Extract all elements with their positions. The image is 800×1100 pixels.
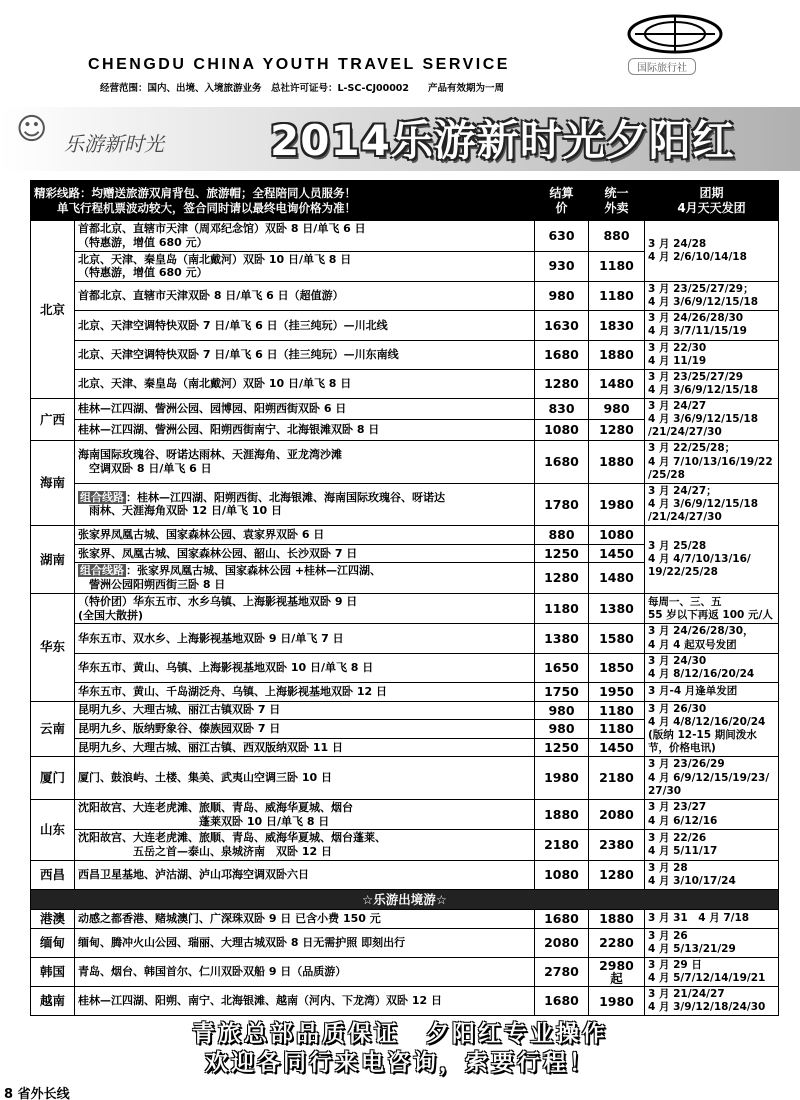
route-text: 北京、天津、秦皇岛（南北戴河）双卧 10 日/单飞 8 日	[78, 377, 352, 390]
departure-dates: 3 月 24/27； 4 月 3/6/9/12/15/18 /21/24/27/30	[645, 483, 779, 525]
table-row	[31, 757, 779, 799]
departure-dates: 3 月 31 4 月 7/18	[645, 910, 779, 929]
table-row	[31, 860, 779, 889]
settle-price: 1380	[535, 624, 589, 653]
retail-price: 1880	[589, 441, 645, 483]
settle-price: 1280	[535, 369, 589, 398]
table-row	[31, 957, 779, 986]
settle-price: 980	[535, 720, 589, 739]
route-text: 沈阳故宫、大连老虎滩、旅顺、青岛、威海华夏城、烟台蓬莱、 五岳之首—泰山、泉城济南 双卧 12 日	[78, 831, 386, 858]
settle-price: 1880	[535, 799, 589, 830]
mascot-icon: ☺	[16, 112, 48, 147]
region-cell: 厦门	[31, 757, 75, 799]
route-text: 昆明九乡、大理古城、丽江古镇、西双版纳双卧 11 日	[78, 740, 343, 754]
settle-price: 1280	[535, 563, 589, 594]
settle-price: 880	[535, 526, 589, 545]
settle-price: 1780	[535, 483, 589, 525]
route-text: 张家界凤凰古城、国家森林公园、袁家界双卧 6 日	[78, 528, 325, 542]
settle-price: 1680	[535, 987, 589, 1016]
route-desc	[75, 720, 535, 739]
region-cell: 山东	[31, 799, 75, 860]
header-retail: 统一 外卖	[589, 181, 645, 221]
retail-price: 1850	[589, 653, 645, 682]
logo-caption: 国际旅行社	[628, 58, 696, 75]
table-row	[31, 369, 779, 398]
settle-price: 630	[535, 221, 589, 252]
settle-price: 1980	[535, 757, 589, 799]
route-desc: 缅甸、腾冲火山公园、瑞丽、大理古城双卧 8 日无需护照 即刻出行	[75, 928, 535, 957]
route-text: 华东五市、黄山、千岛湖泛舟、乌镇、上海影视基地双卧 12 日	[78, 684, 387, 698]
region-cell: 西昌	[31, 860, 75, 889]
footer-slogan: 青旅总部品质保证 夕阳红专业操作	[192, 1021, 608, 1047]
settle-price: 1680	[535, 910, 589, 929]
route-text: （特价团）华东五市、水乡乌镇、上海影视基地双卧 9 日 (全国大散拼)	[78, 594, 358, 622]
section-title: ☆乐游出境游☆	[31, 890, 779, 910]
table-row	[31, 701, 779, 720]
table-row	[31, 526, 779, 545]
region-cell: 湖南	[31, 526, 75, 594]
route-text: 北京、天津空调特快双卧 7 日/单飞 6 日（挂三纯玩）—川东南线	[78, 347, 399, 361]
table-row	[31, 340, 779, 369]
route-desc	[75, 830, 535, 861]
route-text: 北京、天津、秦皇岛（南北戴河）双卧 10 日/单飞 8 日 （特惠游，增值 680 元）	[78, 252, 352, 280]
route-text: 厦门、鼓浪屿、土楼、集美、武夷山空调三卧 10 日	[78, 771, 332, 785]
region-cell: 缅甸	[31, 928, 75, 957]
settle-price: 980	[535, 701, 589, 720]
route-text: 华东五市、黄山、乌镇、上海影视基地双卧 10 日/单飞 8 日	[78, 660, 374, 674]
route-desc	[75, 282, 535, 311]
route-text: 张家界、凤凰古城、国家森林公园、韶山、长沙双卧 7 日	[78, 546, 358, 560]
table-row	[31, 593, 779, 624]
retail-price: 2280	[589, 928, 645, 957]
route-desc	[75, 860, 535, 889]
route-text: 沈阳故宫、大连老虎滩、旅顺、青岛、威海华夏城、烟台 蓬莱双卧 10 日/单飞 8 日	[78, 800, 353, 828]
departure-dates: 3 月 28 4 月 3/10/17/24	[645, 860, 779, 889]
retail-price: 1480	[589, 369, 645, 398]
route-desc	[75, 420, 535, 441]
retail-price: 1180	[589, 720, 645, 739]
settle-price: 1750	[535, 682, 589, 701]
table-row	[31, 682, 779, 701]
retail-price: 1480	[589, 563, 645, 594]
route-desc	[75, 624, 535, 653]
departure-dates: 3 月 23/25/27/29； 4 月 3/6/9/12/15/18	[645, 282, 779, 311]
retail-price: 1880	[589, 910, 645, 929]
route-desc	[75, 701, 535, 720]
departure-dates: 3 月-4 月逢单发团	[645, 682, 779, 701]
settle-price: 2080	[535, 928, 589, 957]
settle-price: 1650	[535, 653, 589, 682]
retail-price: 1980	[589, 987, 645, 1016]
company-name: CHENGDU CHINA YOUTH TRAVEL SERVICE	[88, 56, 510, 73]
departure-dates: 3 月 24/26/28/30， 4 月 4 起双号发团	[645, 624, 779, 653]
route-desc	[75, 563, 535, 594]
route-desc: 青岛、烟台、韩国首尔、仁川双卧双船 9 日（品质游）	[75, 957, 535, 986]
region-cell: 广西	[31, 399, 75, 441]
route-text: 桂林—江四湖、訾洲公园、阳朔西街南宁、北海银滩双卧 8 日	[78, 423, 380, 437]
settle-price: 1630	[535, 311, 589, 340]
table-row	[31, 441, 779, 483]
retail-price: 1280	[589, 860, 645, 889]
region-cell: 韩国	[31, 957, 75, 986]
departure-dates: 3 月 22/25/28； 4 月 7/10/13/16/19/22 /25/28	[645, 441, 779, 483]
route-text: 海南国际玫瑰谷、呀诺达雨林、天涯海角、亚龙湾沙滩 空调双卧 8 日/单飞 6 日	[78, 448, 342, 476]
retail-price: 1450	[589, 738, 645, 757]
region-cell: 海南	[31, 441, 75, 526]
route-desc	[75, 221, 535, 252]
retail-price: 880	[589, 221, 645, 252]
table-row	[31, 221, 779, 252]
settle-price: 2180	[535, 830, 589, 861]
retail-price: 1080	[589, 526, 645, 545]
table-row	[31, 910, 779, 929]
route-desc	[75, 526, 535, 545]
settle-price: 2780	[535, 957, 589, 986]
departure-dates: 3 月 25/28 4 月 4/7/10/13/16/ 19/22/25/28	[645, 526, 779, 594]
route-desc	[75, 738, 535, 757]
retail-price: 1880	[589, 340, 645, 369]
route-desc	[75, 251, 535, 282]
settle-price: 1080	[535, 420, 589, 441]
departure-dates: 3 月 23/26/29 4 月 6/9/12/15/19/23/ 27/30	[645, 757, 779, 799]
retail-price: 2080	[589, 799, 645, 830]
route-desc	[75, 441, 535, 483]
table-body	[31, 221, 779, 1016]
region-cell: 越南	[31, 987, 75, 1016]
settle-price: 980	[535, 282, 589, 311]
departure-dates: 3 月 21/24/27 4 月 3/9/12/18/24/30	[645, 987, 779, 1016]
settle-price: 1250	[535, 738, 589, 757]
route-text: 昆明九乡、大理古城、丽江古镇双卧 7 日	[78, 703, 281, 717]
banner-brand: 乐游新时光	[64, 132, 164, 156]
settle-price: 1180	[535, 593, 589, 624]
license-line: 经营范围：国内、出境、入境旅游业务 总社许可证号：L-SC-CJ00002 产品有效期为一周	[100, 83, 505, 94]
table-row	[31, 311, 779, 340]
settle-price: 1680	[535, 441, 589, 483]
route-text: 昆明九乡、版纳野象谷、傣族园双卧 7 日	[78, 722, 281, 736]
departure-dates: 3 月 26 4 月 5/13/21/29	[645, 928, 779, 957]
route-desc	[75, 757, 535, 799]
departure-dates: 3 月 23/25/27/29 4 月 3/6/9/12/15/18	[645, 369, 779, 398]
route-desc	[75, 483, 535, 525]
retail-price: 2380	[589, 830, 645, 861]
departure-dates: 3 月 26/30 4 月 4/8/12/16/20/24 (版纳 12-15 期间泼水 节，价格电讯)	[645, 701, 779, 757]
departure-dates: 3 月 29 日 4 月 5/7/12/14/19/21	[645, 957, 779, 986]
settle-price: 1250	[535, 544, 589, 563]
table-row	[31, 928, 779, 957]
table-row	[31, 653, 779, 682]
header-settle: 结算 价	[535, 181, 589, 221]
table-header-row	[31, 181, 779, 221]
footer-invite: 欢迎各同行来电咨询，索要行程！	[205, 1050, 595, 1076]
table-row	[31, 624, 779, 653]
route-text: 首都北京、直辖市天津（周邓纪念馆）双卧 8 日/单飞 6 日 （特惠游，增值 680 元）	[78, 222, 366, 249]
header-desc: 精彩线路：均赠送旅游双肩背包、旅游帽；全程陪同人员服务！ 单飞行程机票波动较大，签合同时请以最终电询价格为准！	[31, 181, 535, 221]
route-desc	[75, 682, 535, 701]
route-text: 首都北京、直辖市天津双卧 8 日/单飞 6 日（超值游）	[78, 289, 344, 303]
combo-tag: 组合线路	[80, 490, 124, 504]
settle-price: 1080	[535, 860, 589, 889]
route-desc	[75, 593, 535, 624]
table-row	[31, 987, 779, 1016]
route-text: 桂林—江四湖、訾洲公园、园博园、阳朔西街双卧 6 日	[78, 402, 347, 416]
combo-tag: 组合线路	[80, 564, 124, 578]
departure-dates: 3 月 24/26/28/30 4 月 3/7/11/15/19	[645, 311, 779, 340]
settle-price: 1680	[535, 340, 589, 369]
retail-price: 2180	[589, 757, 645, 799]
settle-price: 930	[535, 251, 589, 282]
route-desc	[75, 544, 535, 563]
table-row	[31, 399, 779, 420]
retail-price: 1180	[589, 701, 645, 720]
header-dates: 团期 4月天天发团	[645, 181, 779, 221]
retail-price: 1180	[589, 251, 645, 282]
table-row	[31, 282, 779, 311]
region-cell: 北京	[31, 221, 75, 399]
retail-price: 1280	[589, 420, 645, 441]
route-desc	[75, 799, 535, 830]
region-cell: 华东	[31, 593, 75, 701]
departure-dates: 3 月 22/30 4 月 11/19	[645, 340, 779, 369]
retail-price: 980	[589, 399, 645, 420]
route-desc	[75, 311, 535, 340]
page-label: 8 省外长线	[4, 1087, 70, 1100]
departure-dates: 3 月 24/28 4 月 2/6/10/14/18	[645, 221, 779, 282]
route-desc	[75, 369, 535, 398]
retail-price: 2980 起	[589, 957, 645, 986]
retail-price: 1950	[589, 682, 645, 701]
table-row	[31, 830, 779, 861]
route-text: 北京、天津空调特快双卧 7 日/单飞 6 日（挂三纯玩）—川北线	[78, 318, 388, 332]
departure-dates: 3 月 22/26 4 月 5/11/17	[645, 830, 779, 861]
route-desc: 桂林—江四湖、阳朔、南宁、北海银滩、越南（河内、下龙湾）双卧 12 日	[75, 987, 535, 1016]
departure-dates: 3 月 24/27 4 月 3/6/9/12/15/18 /21/24/27/30	[645, 399, 779, 441]
section-row	[31, 890, 779, 910]
departure-dates: 3 月 24/30 4 月 8/12/16/20/24	[645, 653, 779, 682]
route-desc: 动感之都香港、赌城澳门、广深珠双卧 9 日 已含小费 150 元	[75, 910, 535, 929]
region-cell: 云南	[31, 701, 75, 757]
route-text: 华东五市、双水乡、上海影视基地双卧 9 日/单飞 7 日	[78, 631, 344, 645]
tour-price-table	[30, 180, 779, 1016]
table-row	[31, 483, 779, 525]
route-desc	[75, 653, 535, 682]
retail-price: 1180	[589, 282, 645, 311]
table-row	[31, 799, 779, 830]
route-text: ：桂林—江四湖、阳朔西街、北海银滩、海南国际玫瑰谷、呀诺达 雨林、天涯海角双卧 12 日/单飞 10 日	[88, 490, 445, 518]
retail-price: 1980	[589, 483, 645, 525]
route-text: 西昌卫星基地、泸沽湖、泸山邛海空调双卧六日	[78, 868, 309, 881]
route-desc	[75, 399, 535, 420]
route-desc	[75, 340, 535, 369]
settle-price: 830	[535, 399, 589, 420]
route-text: ：张家界凤凰古城、国家森林公园 +桂林—江四湖、 訾洲公园阳朔西街三卧 8 日	[88, 564, 382, 592]
retail-price: 1830	[589, 311, 645, 340]
retail-price: 1450	[589, 544, 645, 563]
region-cell: 港澳	[31, 910, 75, 929]
departure-dates: 3 月 23/27 4 月 6/12/16	[645, 799, 779, 830]
retail-price: 1380	[589, 593, 645, 624]
retail-price: 1580	[589, 624, 645, 653]
departure-dates: 每周一、三、五 55 岁以下再返 100 元/人	[645, 593, 779, 624]
banner-title: 2014乐游新时光夕阳红	[270, 116, 735, 165]
